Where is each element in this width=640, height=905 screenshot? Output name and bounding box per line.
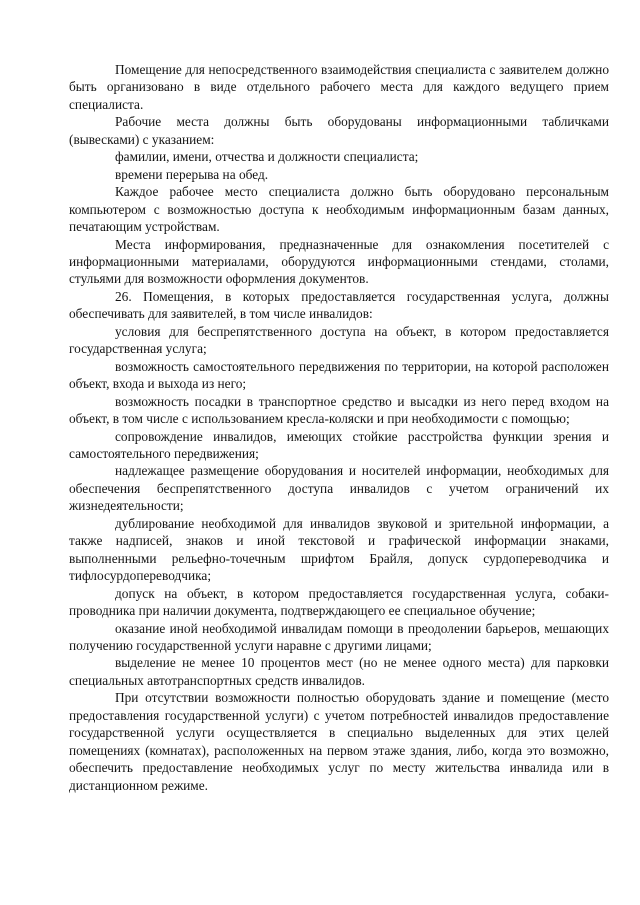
paragraph-information-duplication: дублирование необходимой для инвалидов звуковой и зрительной информации, а также надписей, знаков и иной текстовой и графической информации знаками, выполненными рельефно-точечным шрифтом Брайля, допуск сурдопереводчика и тифлосурдопереводчика; [69,515,609,584]
paragraph-vehicle-boarding: возможность посадки в транспортное средство и высадки из него перед входом на объект, в том числе с использованием кресла-коляски и при необходимости с помощью; [69,393,609,427]
paragraph-information-places: Места информирования, предназначенные для ознакомления посетителей с информационными материалами, оборудуются информационными стендами, столами, стульями для возможности оформления документов. [69,236,609,287]
paragraph-independent-movement: возможность самостоятельного передвижения по территории, на которой расположен объект, входа и выхода из него; [69,358,609,392]
paragraph-escort: сопровождение инвалидов, имеющих стойкие расстройства функции зрения и самостоятельного передвижения; [69,428,609,461]
paragraph-sign-break-time: времени перерыва на обед. [115,166,269,182]
paragraph-guide-dog: допуск на объект, в котором предоставляется государственная услуга, собаки-проводника при наличии документа, подтверждающего ее специальное обучение; [69,585,609,619]
paragraph-parking: выделение не менее 10 процентов мест (но не менее одного места) для парковки специальных автотранспортных средств инвалидов. [69,655,609,688]
paragraph-alternative-premises: При отсутствии возможности полностью оборудовать здание и помещение (место предоставления государственной услуги) с учетом потребностей инвалидов предоставление государственной услуги осуществляется в специально выделенных для этих целей помещениях (комнатах), расположенных на первом этаже здания, либо, когда это возможно, обеспечить предоставление необходимых услуг по месту жительства инвалида или в дистанционном режиме. [69,690,609,793]
paragraph-sign-name: фамилии, имени, отчества и должности специалиста; [115,149,419,165]
paragraph-access-conditions: условия для беспрепятственного доступа на объект, в котором предоставляется государственная услуга; [69,323,609,357]
paragraph-workplace-computer: Каждое рабочее место специалиста должно быть оборудовано персональным компьютером с возможностью доступа к необходимым информационным базам данных, печатающим устройствам. [69,184,609,235]
document-body [69,61,609,794]
paragraph-other-assistance: оказание иной необходимой инвалидам помощи в преодолении барьеров, мешающих получению государственной услуги наравне с другими лицами; [69,620,609,653]
paragraph-equipment-placement: надлежащее размещение оборудования и носителей информации, необходимых для обеспечения беспрепятственного доступа инвалидов с учетом ограничений их жизнедеятельности; [69,463,609,514]
paragraph-item-26: 26. Помещения, в которых предоставляется государственная услуга, должны обеспечивать для заявителей, в том числе инвалидов: [69,288,609,322]
paragraph-workplace-signs: Рабочие места должны быть оборудованы информационными табличками (вывесками) с указанием: [69,114,609,147]
paragraph-consultation-room: Помещение для непосредственного взаимодействия специалиста с заявителем должно быть организовано в виде отдельного рабочего места для каждого ведущего прием специалиста. [69,62,609,112]
